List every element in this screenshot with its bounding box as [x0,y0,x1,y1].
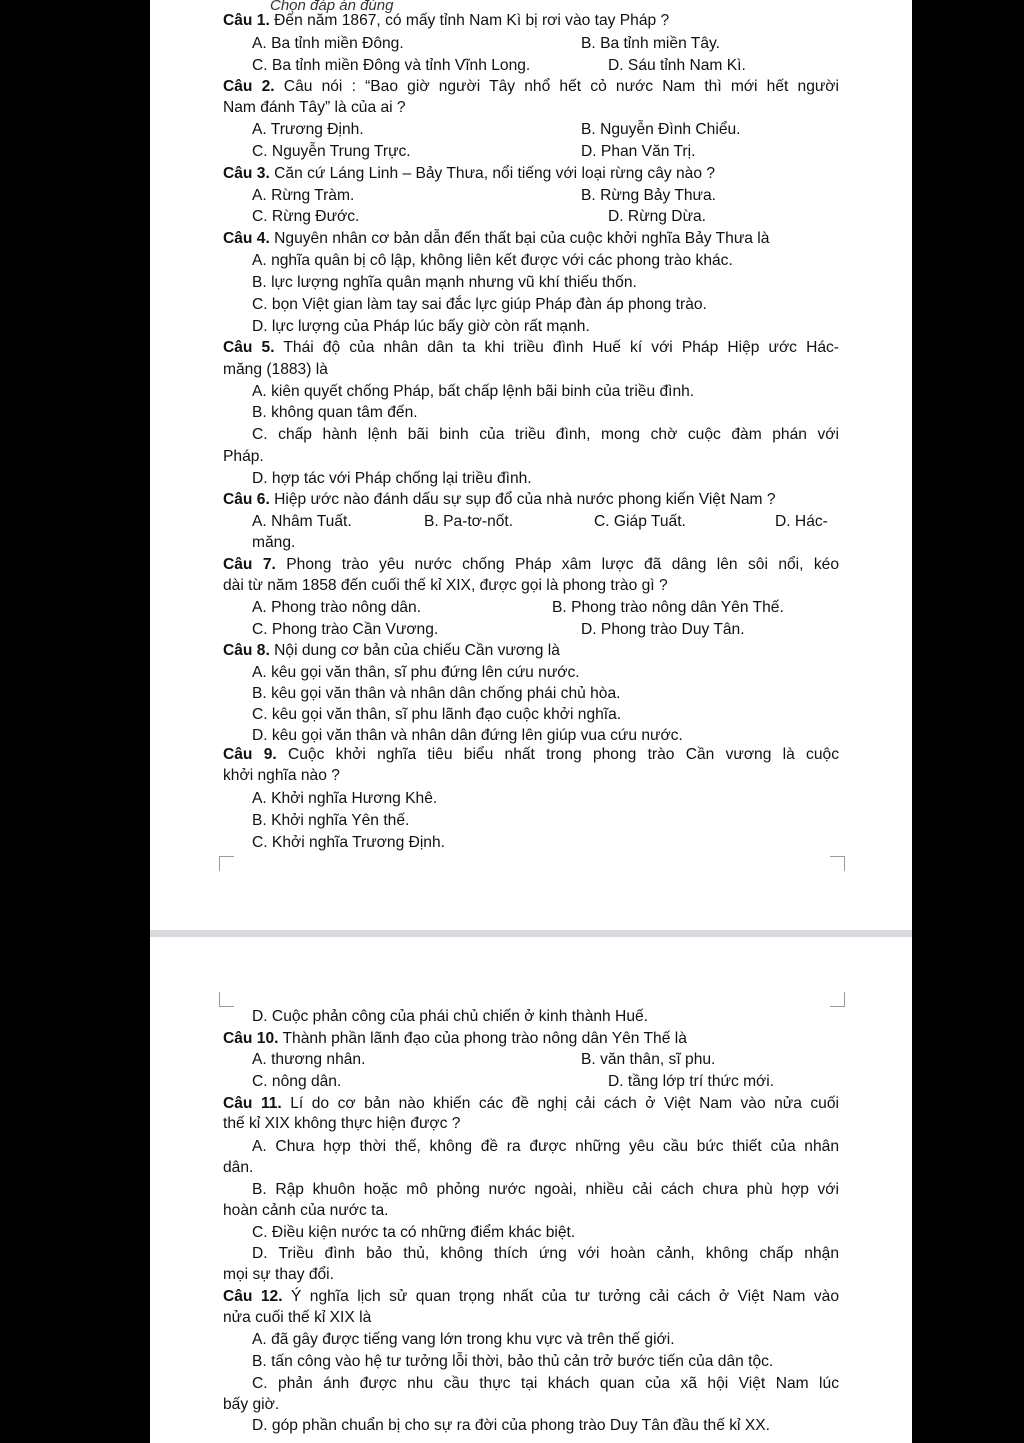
question-number: Câu 3. [223,165,270,182]
option-d: D. góp phần chuẩn bị cho sự ra đời của phong trào Duy Tân đầu thế kỉ XX. [252,1417,770,1434]
document-page-2 [150,937,912,1443]
page-corner-mark [219,856,234,871]
question-number: Câu 4. [223,230,270,247]
option-a: A. nghĩa quân bị cô lập, không liên kết được với các phong trào khác. [252,252,733,269]
option-a: A. Khởi nghĩa Hương Khê. [252,790,438,807]
question-8 [223,641,560,661]
option-c-cont: Pháp. [223,448,264,465]
question-1 [223,11,669,31]
option-a: A. kêu gọi văn thân, sĩ phu đứng lên cứu nước. [252,664,580,681]
option-c: C. Khởi nghĩa Trương Định. [252,834,445,851]
option-b: B. lực lượng nghĩa quân mạnh nhưng vũ khí thiếu thốn. [252,274,637,291]
question-number: Câu 11. [223,1095,282,1112]
question-text: Phong trào yêu nước chống Pháp xâm lược đã dâng lên sôi nổi, kéo [275,556,840,573]
option-b: B. không quan tâm đến. [252,404,418,421]
option-d-cont: mọi sự thay đổi. [223,1266,334,1283]
option-a-cont: dân. [223,1159,254,1176]
option-b: B. kêu gọi văn thân và nhân dân chống phái chủ hòa. [252,685,621,702]
question-7 [223,555,839,575]
option-a: A. Chưa hợp thời thế, không đề ra được những yêu cầu bức thiết của nhân [252,1138,839,1155]
option-a: A. Nhâm Tuất. [252,513,352,530]
question-text: Nội dung cơ bản của chiếu Cần vương là [269,642,560,659]
question-number: Câu 7. [223,556,276,573]
question-12 [223,1287,839,1307]
question-text: Hiệp ước nào đánh dấu sự sụp đổ của nhà nước phong kiến Việt Nam ? [269,491,776,508]
option-a: A. Ba tỉnh miền Đông. [252,35,404,52]
option-b: B. Pa-tơ-nốt. [424,513,514,530]
question-text-cont: Nam đánh Tây” là của ai ? [223,99,406,116]
question-text-cont: khởi nghĩa nào ? [223,767,340,784]
question-number: Câu 12. [223,1288,283,1305]
page-corner-mark [830,992,845,1007]
option-d: D. tầng lớp trí thức mới. [608,1073,775,1090]
question-text-cont: măng (1883) là [223,361,328,378]
option-a: A. thương nhân. [252,1051,366,1068]
option-c: C. Nguyễn Trung Trực. [252,143,411,160]
option-a: A. Phong trào nông dân. [252,599,422,616]
cut-off-heading: Chọn đáp án đúng [270,0,394,14]
question-4 [223,229,769,249]
question-number: Câu 2. [223,78,275,95]
option-c: C. nông dân. [252,1073,342,1090]
option-a: A. đã gây được tiếng vang lớn trong khu vực và trên thế giới. [252,1331,675,1348]
question-number: Câu 1. [223,12,270,29]
option-d: D. Hác- [775,513,828,530]
question-number: Câu 9. [223,746,277,763]
option-d: D. lực lượng của Pháp lúc bấy giờ còn rất mạnh. [252,318,590,335]
option-b: B. tấn công vào hệ tư tưởng lỗi thời, bảo thủ cản trở bước tiến của dân tộc. [252,1353,774,1370]
option-b: B. văn thân, sĩ phu. [581,1051,716,1068]
option-c-cont: bấy giờ. [223,1396,280,1413]
option-d: D. Cuộc phản công của phái chủ chiến ở kinh thành Huế. [252,1008,648,1025]
question-text: Ý nghĩa lịch sử quan trọng nhất của tư tưởng cải cách ở Việt Nam vào [282,1288,839,1305]
option-d: D. Sáu tỉnh Nam Kì. [608,57,746,74]
option-a: A. kiên quyết chống Pháp, bất chấp lệnh bãi binh của triều đình. [252,383,695,400]
question-6 [223,490,776,510]
option-c: C. Ba tỉnh miền Đông và tỉnh Vĩnh Long. [252,57,531,74]
option-d-cont: măng. [252,534,296,551]
page-corner-mark [219,992,234,1007]
option-c: C. phản ánh được nhu cầu thực tại khách quan của xã hội Việt Nam lúc [252,1375,839,1392]
document-page-1 [150,0,912,930]
option-d: D. Triều đình bảo thủ, không thích ứng với hoàn cảnh, không chấp nhận [252,1245,839,1262]
question-2 [223,77,839,97]
option-b: B. Ba tỉnh miền Tây. [581,35,720,52]
question-text-cont: dài từ năm 1858 đến cuối thế kỉ XIX, được gọi là phong trào gì ? [223,577,668,594]
question-text: Nguyên nhân cơ bản dẫn đến thất bại của cuộc khởi nghĩa Bảy Thưa là [269,230,770,247]
option-c: C. kêu gọi văn thân, sĩ phu lãnh đạo cuộc khởi nghĩa. [252,706,622,723]
option-d: D. Phan Văn Trị. [581,143,696,160]
option-b-cont: hoàn cảnh của nước ta. [223,1202,389,1219]
question-text: Lí do cơ bản nào khiến các đề nghị cải cách ở Việt Nam vào nửa cuối [281,1095,839,1112]
question-number: Câu 10. [223,1030,279,1047]
option-c: C. bọn Việt gian làm tay sai đắc lực giúp Pháp đàn áp phong trào. [252,296,707,313]
option-d: D. Rừng Dừa. [608,208,707,225]
question-text: Cuộc khởi nghĩa tiêu biểu nhất trong phong trào Cần vương là cuộc [276,746,839,763]
option-b: B. Rừng Bảy Thưa. [581,187,717,204]
question-text: Thái độ của nhân dân ta khi triều đình Huế kí với Pháp Hiệp ước Hác- [274,339,839,356]
option-a: A. Rừng Tràm. [252,187,355,204]
option-b: B. Rập khuôn hoặc mô phỏng nước ngoài, nhiều cải cách chưa phù hợp với [252,1181,839,1198]
question-text-cont: thế kỉ XIX không thực hiện được ? [223,1115,461,1132]
question-number: Câu 6. [223,491,270,508]
question-3 [223,164,715,184]
option-a: A. Trương Định. [252,121,364,138]
page-break [150,930,912,937]
option-d: D. Phong trào Duy Tân. [581,621,745,638]
question-text: Căn cứ Láng Linh – Bảy Thưa, nổi tiếng với loại rừng cây nào ? [269,165,716,182]
option-d: D. kêu gọi văn thân và nhân dân đứng lên giúp vua cứu nước. [252,727,683,744]
question-10 [223,1029,687,1049]
question-text-cont: nửa cuối thế kỉ XIX là [223,1309,372,1326]
option-b: B. Nguyễn Đình Chiểu. [581,121,741,138]
option-b: B. Khởi nghĩa Yên thế. [252,812,410,829]
option-c: C. Điều kiện nước ta có những điểm khác biệt. [252,1224,576,1241]
option-c: C. Giáp Tuất. [594,513,686,530]
question-5 [223,338,839,358]
option-c: C. Rừng Đước. [252,208,360,225]
option-d: D. hợp tác với Pháp chống lại triều đình. [252,470,532,487]
question-number: Câu 5. [223,339,275,356]
question-text: Đến năm 1867, có mấy tỉnh Nam Kì bị rơi vào tay Pháp ? [269,12,670,29]
question-number: Câu 8. [223,642,270,659]
question-11 [223,1094,839,1114]
option-b: B. Phong trào nông dân Yên Thế. [552,599,784,616]
question-text: Câu nói : “Bao giờ người Tây nhổ hết cỏ nước Nam thì mới hết người [274,78,839,95]
question-9 [223,745,839,765]
page-corner-mark [830,856,845,871]
option-c: C. Phong trào Cần Vương. [252,621,439,638]
option-c: C. chấp hành lệnh bãi binh của triều đình, mong chờ cuộc đàm phán với [252,426,839,443]
question-text: Thành phần lãnh đạo của phong trào nông dân Yên Thế là [278,1030,687,1047]
